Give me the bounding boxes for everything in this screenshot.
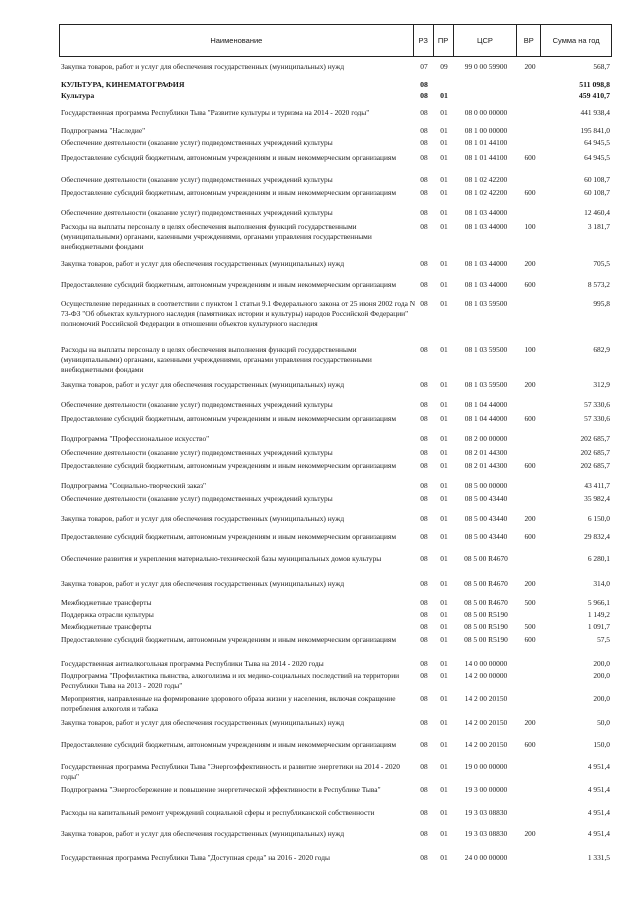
cell-name: Обеспечение деятельности (оказание услуг) подведомственных учреждений культуры [61, 138, 333, 147]
cell-rz: 08 [420, 91, 428, 100]
cell-csr: 14 2 00 20150 [464, 718, 508, 727]
cell-sum: 43 411,7 [584, 481, 610, 490]
cell-rz: 08 [420, 80, 428, 89]
cell-pr: 01 [440, 153, 448, 162]
cell-sum: 705,5 [593, 259, 610, 268]
cell-sum: 60 108,7 [584, 188, 610, 197]
cell-pr: 01 [440, 671, 448, 680]
cell-sum: 202 685,7 [580, 461, 610, 470]
cell-name: Культура [61, 91, 95, 100]
cell-name: Межбюджетные трансферты [61, 622, 152, 631]
cell-pr: 01 [440, 694, 448, 703]
cell-sum: 57 330,6 [584, 400, 610, 409]
cell-name: Мероприятия, направленные на формирование здорового образа жизни у населения, включая сокращение потребления алкоголя и табака [61, 694, 396, 713]
cell-csr: 08 1 04 44000 [464, 414, 508, 423]
cell-csr: 08 5 00 R4670 [464, 579, 508, 588]
cell-pr: 01 [440, 610, 448, 619]
cell-sum: 682,9 [593, 345, 610, 354]
cell-pr: 01 [440, 514, 448, 523]
cell-csr: 08 1 02 42200 [464, 175, 508, 184]
cell-pr: 01 [440, 299, 448, 308]
cell-csr: 99 0 00 59900 [464, 62, 508, 71]
cell-sum: 511 098,8 [579, 80, 610, 89]
cell-sum: 202 685,7 [580, 434, 610, 443]
cell-pr: 01 [440, 345, 448, 354]
cell-rz: 08 [420, 635, 428, 644]
cell-vr: 600 [524, 280, 536, 289]
cell-vr: 200 [524, 259, 536, 268]
cell-name: Закупка товаров, работ и услуг для обеспечения государственных (муниципальных) нужд [61, 829, 345, 838]
cell-rz: 08 [420, 671, 428, 680]
cell-csr: 08 1 04 44000 [464, 400, 508, 409]
cell-pr: 01 [440, 853, 448, 862]
cell-sum: 1 149,2 [587, 610, 610, 619]
cell-csr: 19 3 03 08830 [464, 808, 508, 817]
cell-sum: 50,0 [597, 718, 610, 727]
cell-rz: 08 [420, 598, 428, 607]
cell-sum: 202 685,7 [580, 448, 610, 457]
header-vr: ВР [517, 25, 541, 56]
cell-sum: 4 951,4 [587, 808, 610, 817]
cell-sum: 441 938,4 [580, 108, 610, 117]
cell-csr: 08 1 01 44100 [464, 138, 508, 147]
cell-vr: 200 [524, 380, 536, 389]
cell-name: Государственная антиалкогольная программа Республики Тыва на 2014 - 2020 годы [61, 659, 324, 668]
cell-name: Предоставление субсидий бюджетным, автономным учреждениям и иным некоммерческим организациям [61, 414, 397, 423]
cell-pr: 01 [440, 448, 448, 457]
cell-rz: 07 [420, 62, 428, 71]
cell-csr: 08 5 00 43440 [464, 532, 508, 541]
cell-name: Расходы на выплаты персоналу в целях обеспечения выполнения функций государственными (муниципальными) органами, казенными учреждениями, органами управления государственными внебюджетными фондами [61, 222, 372, 251]
cell-rz: 08 [420, 188, 428, 197]
cell-name: Поддержка отрасли культуры [61, 610, 154, 619]
cell-sum: 5 966,1 [587, 598, 610, 607]
cell-rz: 08 [420, 414, 428, 423]
cell-name: Предоставление субсидий бюджетным, автономным учреждениям и иным некоммерческим организациям [61, 635, 397, 644]
cell-sum: 35 982,4 [584, 494, 610, 503]
cell-vr: 600 [524, 532, 536, 541]
cell-sum: 200,0 [593, 694, 610, 703]
cell-rz: 08 [420, 762, 428, 771]
cell-name: Закупка товаров, работ и услуг для обеспечения государственных (муниципальных) нужд [61, 62, 345, 71]
cell-sum: 4 951,4 [587, 785, 610, 794]
cell-sum: 995,8 [593, 299, 610, 308]
cell-name: Подпрограмма "Энергосбережение и повышение энергетической эффективности в Республике Тыва" [61, 785, 381, 794]
cell-name: Закупка товаров, работ и услуг для обеспечения государственных (муниципальных) нужд [61, 579, 345, 588]
cell-name: Закупка товаров, работ и услуг для обеспечения государственных (муниципальных) нужд [61, 718, 345, 727]
cell-csr: 08 1 00 00000 [464, 126, 508, 135]
cell-rz: 08 [420, 153, 428, 162]
cell-pr: 01 [440, 762, 448, 771]
cell-rz: 08 [420, 718, 428, 727]
cell-pr: 01 [440, 461, 448, 470]
cell-sum: 64 945,5 [584, 138, 610, 147]
cell-rz: 08 [420, 138, 428, 147]
cell-vr: 600 [524, 414, 536, 423]
cell-pr: 01 [440, 481, 448, 490]
cell-pr: 09 [440, 62, 448, 71]
cell-rz: 08 [420, 175, 428, 184]
cell-pr: 01 [440, 829, 448, 838]
cell-pr: 01 [440, 400, 448, 409]
cell-pr: 01 [440, 622, 448, 631]
cell-pr: 01 [440, 785, 448, 794]
cell-rz: 08 [420, 494, 428, 503]
cell-rz: 08 [420, 579, 428, 588]
cell-name: Государственная программа Республики Тыва "Развитие культуры и туризма на 2014 - 2020 годы" [61, 108, 370, 117]
cell-rz: 08 [420, 514, 428, 523]
cell-name: Обеспечение деятельности (оказание услуг) подведомственных учреждений культуры [61, 494, 333, 503]
cell-name: Предоставление субсидий бюджетным, автономным учреждениям и иным некоммерческим организациям [61, 280, 397, 289]
header-csr: ЦСР [454, 25, 518, 56]
cell-rz: 08 [420, 126, 428, 135]
cell-csr: 08 1 03 44000 [464, 208, 508, 217]
cell-pr: 01 [440, 598, 448, 607]
cell-csr: 14 0 00 00000 [464, 659, 508, 668]
cell-pr: 01 [440, 188, 448, 197]
cell-sum: 1 331,5 [587, 853, 610, 862]
cell-pr: 01 [440, 434, 448, 443]
cell-sum: 150,0 [593, 740, 610, 749]
cell-sum: 200,0 [593, 659, 610, 668]
cell-pr: 01 [440, 91, 448, 100]
cell-csr: 19 0 00 00000 [464, 762, 508, 771]
cell-vr: 200 [524, 718, 536, 727]
cell-csr: 08 5 00 43440 [464, 514, 508, 523]
cell-csr: 14 2 00 00000 [464, 671, 508, 680]
cell-sum: 568,7 [593, 62, 610, 71]
cell-vr: 500 [524, 598, 536, 607]
cell-pr: 01 [440, 380, 448, 389]
cell-sum: 6 150,0 [587, 514, 610, 523]
cell-csr: 08 5 00 R5190 [464, 622, 508, 631]
cell-rz: 08 [420, 622, 428, 631]
cell-rz: 08 [420, 222, 428, 231]
cell-csr: 14 2 00 20150 [464, 694, 508, 703]
cell-csr: 19 3 00 00000 [464, 785, 508, 794]
cell-sum: 4 951,4 [587, 762, 610, 771]
cell-csr: 08 1 01 44100 [464, 153, 508, 162]
cell-csr: 08 1 03 44000 [464, 259, 508, 268]
cell-name: Предоставление субсидий бюджетным, автономным учреждениям и иным некоммерческим организациям [61, 153, 397, 162]
cell-vr: 200 [524, 514, 536, 523]
cell-vr: 600 [524, 188, 536, 197]
cell-csr: 08 2 00 00000 [464, 434, 508, 443]
table-header [59, 24, 612, 57]
cell-csr: 08 5 00 R4670 [464, 554, 508, 563]
cell-pr: 01 [440, 808, 448, 817]
cell-name: Обеспечение деятельности (оказание услуг) подведомственных учреждений культуры [61, 208, 333, 217]
cell-rz: 08 [420, 299, 428, 308]
cell-csr: 08 2 01 44300 [464, 461, 508, 470]
cell-pr: 01 [440, 175, 448, 184]
cell-pr: 01 [440, 280, 448, 289]
cell-sum: 312,9 [593, 380, 610, 389]
cell-rz: 08 [420, 208, 428, 217]
cell-name: Осуществление переданных в соответствии с пунктом 1 статьи 9.1 Федерального закона от 25 июня 2002 года N 73-ФЗ "Об объектах культурного наследия (памятниках истории и культуры) народов Российской Федерации" полномочий Российской Федерации в отношении объектов культурного наследия [61, 299, 416, 328]
cell-sum: 57,5 [597, 635, 610, 644]
header-pr: ПР [434, 25, 454, 56]
cell-sum: 29 832,4 [584, 532, 610, 541]
cell-csr: 08 1 03 59500 [464, 380, 508, 389]
cell-name: Предоставление субсидий бюджетным, автономным учреждениям и иным некоммерческим организациям [61, 532, 397, 541]
cell-rz: 08 [420, 259, 428, 268]
cell-csr: 08 2 01 44300 [464, 448, 508, 457]
cell-csr: 08 5 00 00000 [464, 481, 508, 490]
cell-csr: 08 1 03 44000 [464, 280, 508, 289]
cell-rz: 08 [420, 808, 428, 817]
cell-pr: 01 [440, 494, 448, 503]
cell-rz: 08 [420, 659, 428, 668]
cell-sum: 8 573,2 [587, 280, 610, 289]
cell-sum: 200,0 [593, 671, 610, 680]
cell-sum: 12 460,4 [584, 208, 610, 217]
cell-pr: 01 [440, 740, 448, 749]
cell-csr: 08 0 00 00000 [464, 108, 508, 117]
cell-pr: 01 [440, 108, 448, 117]
cell-vr: 200 [524, 62, 536, 71]
header-name: Наименование [60, 25, 414, 56]
cell-pr: 01 [440, 138, 448, 147]
cell-name: Обеспечение развития и укрепления материально-технической базы муниципальных домов культуры [61, 554, 382, 563]
cell-vr: 100 [524, 222, 536, 231]
cell-vr: 500 [524, 622, 536, 631]
cell-csr: 08 1 03 59500 [464, 299, 508, 308]
cell-pr: 01 [440, 554, 448, 563]
cell-vr: 200 [524, 579, 536, 588]
cell-vr: 100 [524, 345, 536, 354]
cell-csr: 19 3 03 08830 [464, 829, 508, 838]
cell-name: КУЛЬТУРА, КИНЕМАТОГРАФИЯ [61, 80, 185, 89]
cell-name: Подпрограмма "Наследие" [61, 126, 146, 135]
cell-rz: 08 [420, 554, 428, 563]
cell-sum: 3 181,7 [587, 222, 610, 231]
cell-pr: 01 [440, 532, 448, 541]
cell-pr: 01 [440, 718, 448, 727]
cell-name: Подпрограмма "Профессиональное искусство" [61, 434, 210, 443]
cell-name: Государственная программа Республики Тыва "Энергоэффективность и развитие энергетики на 2014 - 2020 годы" [61, 762, 400, 781]
cell-pr: 01 [440, 579, 448, 588]
cell-name: Подпрограмма "Профилактика пьянства, алкоголизма и их медико-социальных последствий на территории Республики Тыва на 2013 - 2020 годы" [61, 671, 400, 690]
cell-vr: 600 [524, 635, 536, 644]
cell-name: Закупка товаров, работ и услуг для обеспечения государственных (муниципальных) нужд [61, 259, 345, 268]
cell-name: Подпрограмма "Социально-творческий заказ" [61, 481, 207, 490]
cell-name: Расходы на капитальный ремонт учреждений социальной сферы и республиканской собственности [61, 808, 375, 817]
cell-pr: 01 [440, 222, 448, 231]
cell-csr: 08 1 03 59500 [464, 345, 508, 354]
cell-name: Закупка товаров, работ и услуг для обеспечения государственных (муниципальных) нужд [61, 514, 345, 523]
cell-name: Обеспечение деятельности (оказание услуг) подведомственных учреждений культуры [61, 448, 333, 457]
cell-name: Обеспечение деятельности (оказание услуг) подведомственных учреждений культуры [61, 175, 333, 184]
cell-rz: 08 [420, 785, 428, 794]
cell-csr: 24 0 00 00000 [464, 853, 508, 862]
cell-vr: 600 [524, 461, 536, 470]
cell-rz: 08 [420, 345, 428, 354]
header-rz: РЗ [414, 25, 434, 56]
cell-vr: 600 [524, 153, 536, 162]
cell-name: Обеспечение деятельности (оказание услуг) подведомственных учреждений культуры [61, 400, 333, 409]
cell-rz: 08 [420, 280, 428, 289]
cell-name: Государственная программа Республики Тыва "Доступная среда" на 2016 - 2020 годы [61, 853, 330, 862]
cell-rz: 08 [420, 610, 428, 619]
cell-csr: 14 2 00 20150 [464, 740, 508, 749]
cell-csr: 08 5 00 R5190 [464, 635, 508, 644]
cell-name: Закупка товаров, работ и услуг для обеспечения государственных (муниципальных) нужд [61, 380, 345, 389]
cell-name: Предоставление субсидий бюджетным, автономным учреждениям и иным некоммерческим организациям [61, 740, 397, 749]
cell-pr: 01 [440, 414, 448, 423]
cell-sum: 57 330,6 [584, 414, 610, 423]
cell-name: Расходы на выплаты персоналу в целях обеспечения выполнения функций государственными (муниципальными) органами, казенными учреждениями, органами управления государственными внебюджетными фондами [61, 345, 372, 374]
cell-name: Предоставление субсидий бюджетным, автономным учреждениям и иным некоммерческим организациям [61, 188, 397, 197]
cell-sum: 6 280,1 [587, 554, 610, 563]
cell-rz: 08 [420, 380, 428, 389]
cell-csr: 08 5 00 R5190 [464, 610, 508, 619]
cell-name: Межбюджетные трансферты [61, 598, 152, 607]
cell-rz: 08 [420, 481, 428, 490]
cell-pr: 01 [440, 659, 448, 668]
cell-rz: 08 [420, 461, 428, 470]
cell-rz: 08 [420, 400, 428, 409]
cell-sum: 459 410,7 [578, 91, 610, 100]
cell-vr: 600 [524, 740, 536, 749]
cell-rz: 08 [420, 829, 428, 838]
cell-rz: 08 [420, 532, 428, 541]
cell-sum: 64 945,5 [584, 153, 610, 162]
cell-sum: 1 091,7 [587, 622, 610, 631]
cell-sum: 314,0 [593, 579, 610, 588]
cell-csr: 08 5 00 R4670 [464, 598, 508, 607]
cell-rz: 08 [420, 448, 428, 457]
cell-rz: 08 [420, 694, 428, 703]
cell-sum: 195 841,0 [580, 126, 610, 135]
cell-sum: 4 951,4 [587, 829, 610, 838]
cell-csr: 08 1 03 44000 [464, 222, 508, 231]
cell-rz: 08 [420, 853, 428, 862]
cell-csr: 08 5 00 43440 [464, 494, 508, 503]
cell-pr: 01 [440, 259, 448, 268]
cell-pr: 01 [440, 126, 448, 135]
cell-csr: 08 1 02 42200 [464, 188, 508, 197]
cell-rz: 08 [420, 108, 428, 117]
header-sum: Сумма на год [552, 36, 600, 45]
cell-pr: 01 [440, 635, 448, 644]
cell-vr: 200 [524, 829, 536, 838]
cell-rz: 08 [420, 740, 428, 749]
cell-name: Предоставление субсидий бюджетным, автономным учреждениям и иным некоммерческим организациям [61, 461, 397, 470]
cell-pr: 01 [440, 208, 448, 217]
cell-rz: 08 [420, 434, 428, 443]
cell-sum: 60 108,7 [584, 175, 610, 184]
